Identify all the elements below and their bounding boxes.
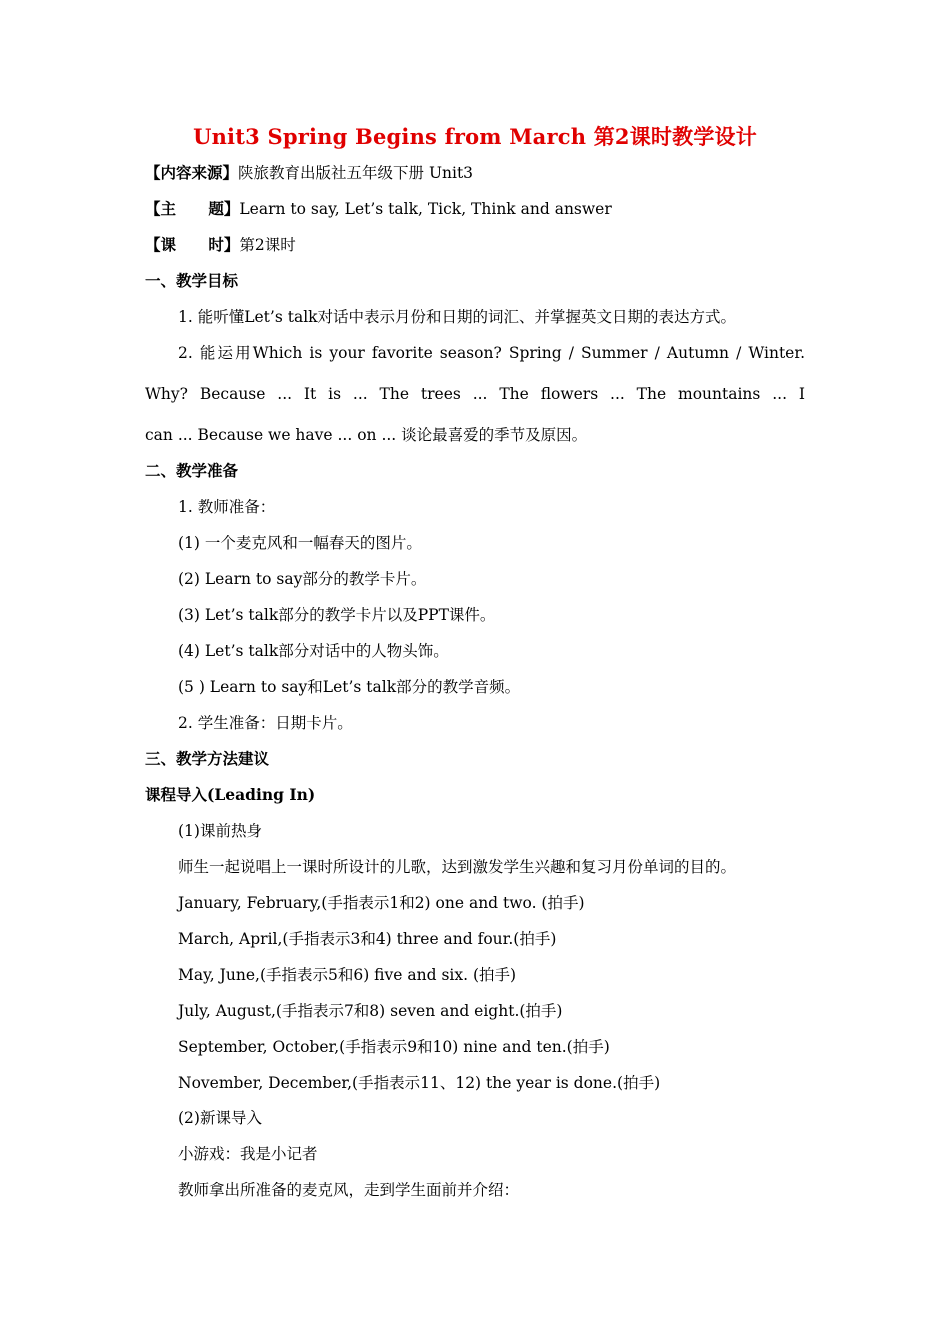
meta-source-label: 【内容来源】 bbox=[145, 163, 239, 182]
meta-source bbox=[145, 162, 473, 184]
prep-item: (2) Learn to say部分的教学卡片。 bbox=[178, 570, 427, 588]
objective-item-2-line-1: 2. 能运用Which is your favorite season? Spring / Summer / Autumn / Winter. bbox=[178, 344, 805, 362]
student-prep: 2. 学生准备：日期卡片。 bbox=[178, 714, 353, 732]
chant-line: May, June,(手指表示5和6) five and six. (拍手) bbox=[178, 966, 517, 984]
meta-topic bbox=[145, 198, 612, 220]
chant-line: September, October,(手指表示9和10) nine and ten.(拍手) bbox=[178, 1038, 610, 1056]
meta-period-value: 第2课时 bbox=[239, 236, 296, 254]
meta-source-value: 陕旅教育出版社五年级下册 Unit3 bbox=[238, 164, 474, 182]
objective-item-2-line-2: Why? Because ... It is ... The trees ... The flowers ... The mountains ... I bbox=[145, 385, 805, 403]
teacher-prep: 1. 教师准备： bbox=[178, 498, 276, 516]
warmup-description: 师生一起说唱上一课时所设计的儿歌，达到激发学生兴趣和复习月份单词的目的。 bbox=[178, 858, 737, 876]
section-heading-objectives: 一、教学目标 bbox=[145, 271, 239, 290]
teacher-intro: 教师拿出所准备的麦克风，走到学生面前并介绍： bbox=[178, 1181, 520, 1199]
section-heading-preparation: 二、教学准备 bbox=[145, 461, 239, 480]
chant-line: November, December,(手指表示11、12) the year is done.(拍手) bbox=[178, 1074, 661, 1092]
chant-line: March, April,(手指表示3和4) three and four.(拍手) bbox=[178, 930, 557, 948]
objective-item-2-line-3: can ... Because we have ... on ... 谈论最喜爱的季节及原因。 bbox=[145, 426, 588, 444]
prep-item: (1) 一个麦克风和一幅春天的图片。 bbox=[178, 534, 422, 552]
document-title: Unit3 Spring Begins from March 第2课时教学设计 bbox=[193, 124, 757, 149]
chant-line: July, August,(手指表示7和8) seven and eight.(拍手) bbox=[178, 1002, 563, 1020]
chant-line: January, February,(手指表示1和2) one and two. (拍手) bbox=[178, 894, 585, 912]
prep-item: (4) Let’s talk部分对话中的人物头饰。 bbox=[178, 642, 449, 660]
game-title: 小游戏：我是小记者 bbox=[178, 1145, 318, 1163]
meta-topic-label: 【主 题】 bbox=[145, 199, 240, 218]
meta-topic-value: Learn to say, Let’s talk, Tick, Think and answer bbox=[239, 200, 612, 218]
meta-period-label: 【课 时】 bbox=[145, 235, 240, 254]
meta-period bbox=[145, 234, 296, 256]
objective-item-1: 1. 能听懂Let’s talk对话中表示月份和日期的词汇、并掌握英文日期的表达方式。 bbox=[178, 308, 737, 326]
subheading-leading-in: 课程导入(Leading In) bbox=[145, 785, 316, 804]
warmup-heading: (1)课前热身 bbox=[178, 822, 262, 840]
section-heading-methods: 三、教学方法建议 bbox=[145, 749, 270, 768]
prep-item: (3) Let’s talk部分的教学卡片以及PPT课件。 bbox=[178, 606, 496, 624]
new-lesson-heading: (2)新课导入 bbox=[178, 1109, 262, 1127]
prep-item: (5 ) Learn to say和Let’s talk部分的教学音频。 bbox=[178, 678, 521, 696]
